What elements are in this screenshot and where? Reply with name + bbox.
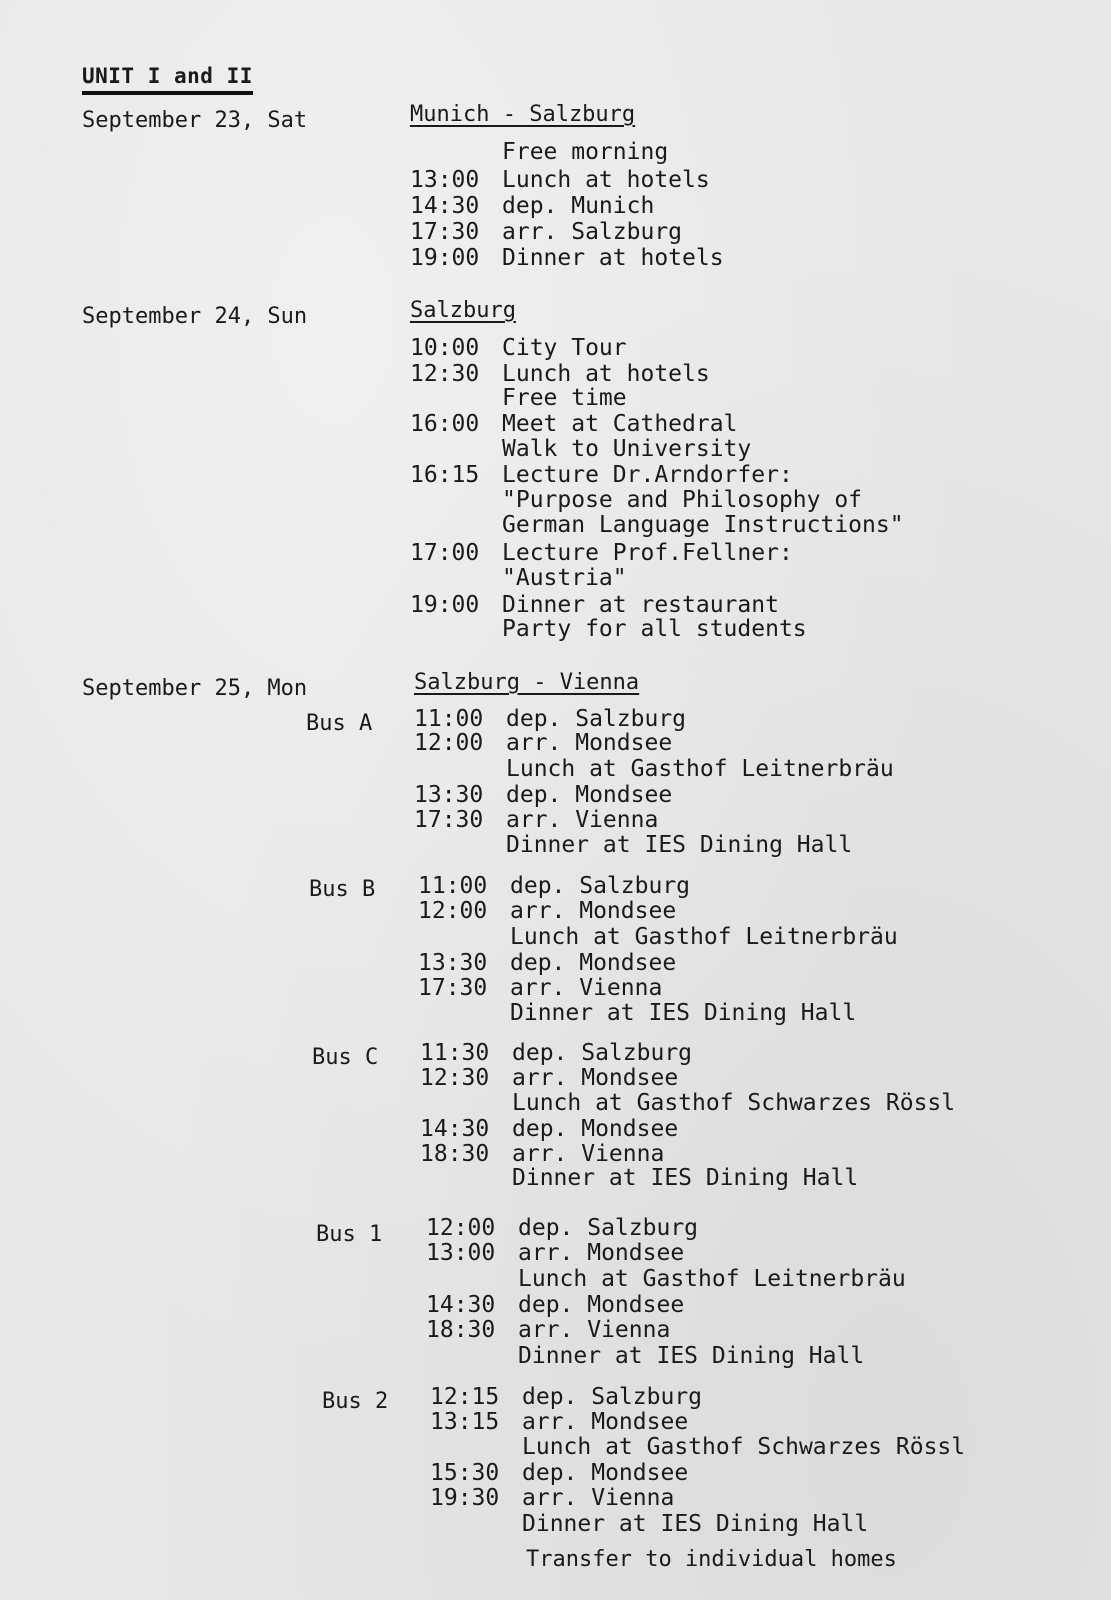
- schedule-entry: [430, 1435, 965, 1460]
- entry-time: 17:30: [418, 975, 488, 1001]
- schedule-entry: [410, 617, 807, 642]
- entry-time: 15:30: [430, 1460, 500, 1486]
- schedule-entry: [410, 437, 751, 462]
- schedule-entry: [420, 1117, 678, 1142]
- schedule-entry: [410, 246, 724, 271]
- entry-description: Dinner at IES Dining Hall: [518, 1343, 865, 1369]
- day-route: Salzburg: [410, 298, 516, 323]
- entry-time: 12:30: [420, 1065, 490, 1091]
- entry-description: arr. Vienna: [518, 1317, 671, 1343]
- schedule-entry: [418, 925, 898, 950]
- entry-time: 14:30: [410, 193, 480, 219]
- entry-time: 17:30: [410, 219, 480, 245]
- entry-time: 13:15: [430, 1409, 500, 1435]
- schedule-entry: [418, 874, 690, 899]
- entry-time: 14:30: [426, 1292, 496, 1318]
- entry-description: dep. Mondsee: [522, 1460, 689, 1486]
- entry-description: Dinner at IES Dining Hall: [512, 1165, 859, 1191]
- schedule-entry: [410, 412, 737, 437]
- schedule-entry: [414, 783, 672, 808]
- schedule-entry: [410, 463, 793, 488]
- bus-label: Bus A: [306, 711, 373, 736]
- entry-time: 11:30: [420, 1040, 490, 1066]
- entry-description: arr. Mondsee: [522, 1409, 689, 1435]
- entry-time: 13:30: [418, 950, 488, 976]
- entry-description: Lunch at Gasthof Leitnerbräu: [510, 924, 898, 950]
- entry-description: dep. Salzburg: [506, 706, 687, 732]
- entry-time: 16:15: [410, 462, 480, 488]
- entry-time: 12:00: [418, 898, 488, 924]
- schedule-entry: [420, 1041, 692, 1066]
- entry-description: Lunch at Gasthof Leitnerbräu: [518, 1266, 906, 1292]
- schedule-entry: [430, 1512, 868, 1537]
- entry-time: 16:00: [410, 411, 480, 437]
- entry-description: arr. Mondsee: [510, 898, 677, 924]
- schedule-entry: [410, 140, 668, 165]
- schedule-entry: [420, 1142, 664, 1167]
- day-date: September 24, Sun: [82, 304, 308, 329]
- schedule-entry: [430, 1410, 688, 1435]
- schedule-entry: [410, 168, 710, 193]
- schedule-entry: [410, 220, 682, 245]
- entry-description: dep. Mondsee: [510, 950, 677, 976]
- schedule-entry: [418, 1001, 856, 1026]
- schedule-entry: [426, 1267, 906, 1292]
- schedule-entry: [430, 1486, 674, 1511]
- schedule-entry: [418, 976, 662, 1001]
- schedule-entry: [410, 593, 779, 618]
- schedule-entry: [420, 1091, 955, 1116]
- entry-description: arr. Mondsee: [518, 1240, 685, 1266]
- schedule-entry: [426, 1318, 670, 1343]
- schedule-entry: [414, 757, 894, 782]
- entry-time: 19:30: [430, 1485, 500, 1511]
- entry-description: City Tour: [502, 335, 627, 361]
- entry-description: Free morning: [502, 139, 669, 165]
- entry-description: Lunch at Gasthof Schwarzes Rössl: [522, 1434, 966, 1460]
- schedule-entry: [420, 1166, 858, 1191]
- schedule-entry: [410, 566, 627, 591]
- day-date: September 23, Sat: [82, 108, 308, 133]
- entry-description: Lunch at Gasthof Leitnerbräu: [506, 756, 894, 782]
- schedule-entry: [410, 541, 793, 566]
- day-date: September 25, Mon: [82, 676, 308, 701]
- bus-label: Bus B: [309, 877, 376, 902]
- entry-time: 12:00: [414, 730, 484, 756]
- schedule-entry: [426, 1293, 684, 1318]
- entry-description: Dinner at restaurant: [502, 592, 779, 618]
- entry-description: dep. Salzburg: [512, 1040, 693, 1066]
- entry-time: 13:00: [410, 167, 480, 193]
- document-title: UNIT I and II: [82, 64, 253, 95]
- entry-time: 13:00: [426, 1240, 496, 1266]
- entry-description: Party for all students: [502, 616, 807, 642]
- schedule-entry: [414, 808, 658, 833]
- schedule-entry: [410, 488, 862, 513]
- entry-description: Lunch at Gasthof Schwarzes Rössl: [512, 1090, 956, 1116]
- entry-description: "Purpose and Philosophy of: [502, 487, 863, 513]
- closing-note: Transfer to individual homes: [526, 1547, 897, 1572]
- bus-label: Bus C: [312, 1045, 379, 1070]
- entry-description: arr. Vienna: [522, 1485, 675, 1511]
- entry-description: arr. Salzburg: [502, 219, 683, 245]
- entry-description: "Austria": [502, 565, 627, 591]
- entry-description: Lunch at hotels: [502, 167, 710, 193]
- bus-label: Bus 2: [322, 1389, 389, 1414]
- entry-description: Free time: [502, 385, 627, 411]
- entry-description: dep. Mondsee: [506, 782, 673, 808]
- schedule-entry: [410, 336, 627, 361]
- schedule-entry: [426, 1344, 864, 1369]
- schedule-entry: [426, 1216, 698, 1241]
- schedule-entry: [414, 833, 852, 858]
- entry-description: Meet at Cathedral: [502, 411, 738, 437]
- schedule-entry: [410, 386, 627, 411]
- entry-description: Dinner at IES Dining Hall: [506, 832, 853, 858]
- entry-time: 12:00: [426, 1215, 496, 1241]
- schedule-entry: [414, 731, 672, 756]
- entry-description: arr. Mondsee: [506, 730, 673, 756]
- entry-description: dep. Mondsee: [518, 1292, 685, 1318]
- entry-description: Lecture Dr.Arndorfer:: [502, 462, 793, 488]
- entry-time: 11:00: [414, 706, 484, 732]
- entry-description: dep. Salzburg: [510, 873, 691, 899]
- entry-time: 17:00: [410, 540, 480, 566]
- entry-description: dep. Munich: [502, 193, 655, 219]
- entry-time: 12:15: [430, 1384, 500, 1410]
- entry-description: Dinner at hotels: [502, 245, 724, 271]
- schedule-entry: [418, 899, 676, 924]
- entry-description: dep. Salzburg: [522, 1384, 703, 1410]
- entry-description: dep. Mondsee: [512, 1116, 679, 1142]
- entry-time: 14:30: [420, 1116, 490, 1142]
- entry-time: 11:00: [418, 873, 488, 899]
- day-route: Salzburg - Vienna: [414, 670, 640, 695]
- entry-time: 18:30: [426, 1317, 496, 1343]
- entry-time: 17:30: [414, 807, 484, 833]
- entry-description: Lunch at hotels: [502, 361, 710, 387]
- schedule-entry: [430, 1385, 702, 1410]
- schedule-entry: [418, 951, 676, 976]
- schedule-entry: [420, 1066, 678, 1091]
- entry-time: 12:30: [410, 361, 480, 387]
- entry-description: arr. Vienna: [512, 1141, 665, 1167]
- entry-description: Walk to University: [502, 436, 752, 462]
- day-route: Munich - Salzburg: [410, 102, 636, 127]
- entry-time: 19:00: [410, 592, 480, 618]
- entry-time: 10:00: [410, 335, 480, 361]
- entry-time: 18:30: [420, 1141, 490, 1167]
- entry-time: 13:30: [414, 782, 484, 808]
- entry-description: Dinner at IES Dining Hall: [522, 1511, 869, 1537]
- schedule-entry: [410, 513, 904, 538]
- entry-description: arr. Vienna: [506, 807, 659, 833]
- schedule-entry: [410, 362, 710, 387]
- entry-description: German Language Instructions": [502, 512, 904, 538]
- schedule-entry: [426, 1241, 684, 1266]
- entry-time: 19:00: [410, 245, 480, 271]
- entry-description: Dinner at IES Dining Hall: [510, 1000, 857, 1026]
- schedule-entry: [410, 194, 654, 219]
- entry-description: dep. Salzburg: [518, 1215, 699, 1241]
- entry-description: arr. Vienna: [510, 975, 663, 1001]
- entry-description: arr. Mondsee: [512, 1065, 679, 1091]
- schedule-entry: [430, 1461, 688, 1486]
- entry-description: Lecture Prof.Fellner:: [502, 540, 793, 566]
- schedule-entry: [414, 707, 686, 732]
- bus-label: Bus 1: [316, 1222, 383, 1247]
